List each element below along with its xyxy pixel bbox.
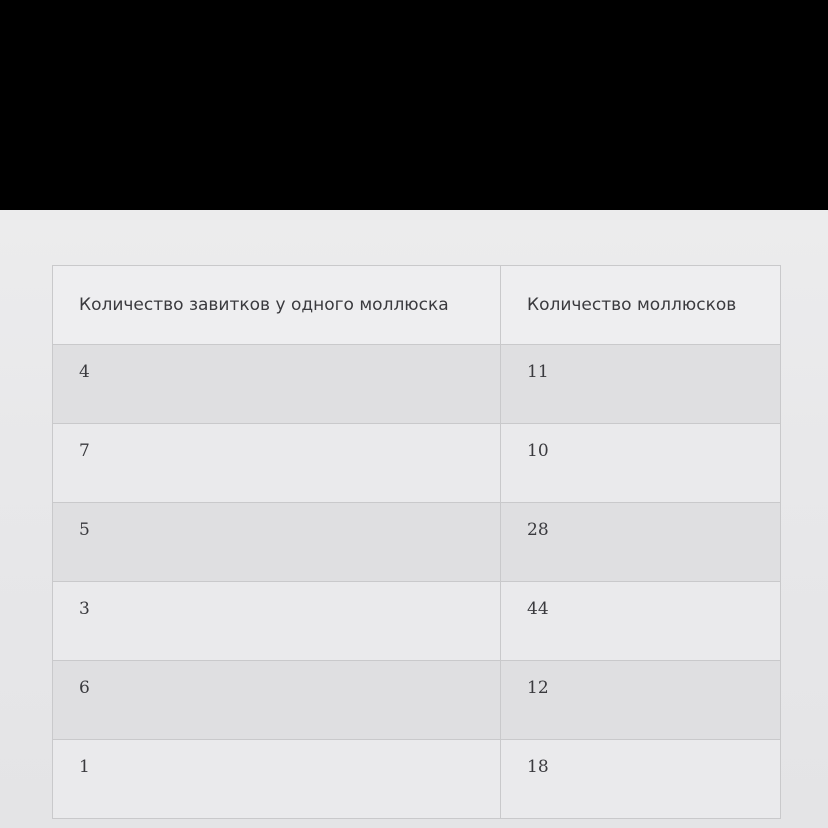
table-row: [53, 582, 781, 661]
cell-count: [501, 582, 781, 661]
cell-count: [501, 424, 781, 503]
table-row: [53, 740, 781, 819]
cell-coils: [53, 740, 501, 819]
cell-coils: [53, 345, 501, 424]
cell-value: 44: [527, 599, 549, 619]
cell-value: 4: [79, 362, 90, 382]
cell-value: 12: [527, 678, 549, 698]
header-coils-per-mollusk: Количество завитков у одного моллюска: [53, 266, 501, 345]
header-mollusk-count: Количество моллюсков: [501, 266, 781, 345]
cell-coils: [53, 661, 501, 740]
cell-value: 6: [79, 678, 90, 698]
table-row: [53, 503, 781, 582]
cell-coils: [53, 424, 501, 503]
cell-value: 11: [527, 362, 549, 382]
table-header-row: [53, 266, 781, 345]
cell-value: 18: [527, 757, 549, 777]
cell-value: 1: [79, 757, 90, 777]
table-row: [53, 345, 781, 424]
mollusk-table: [52, 265, 781, 819]
cell-count: [501, 503, 781, 582]
cell-count: [501, 345, 781, 424]
table-row: [53, 661, 781, 740]
cell-value: 5: [79, 520, 90, 540]
cell-value: 7: [79, 441, 90, 461]
cell-value: 3: [79, 599, 90, 619]
cell-count: [501, 661, 781, 740]
cell-coils: [53, 503, 501, 582]
cell-coils: [53, 582, 501, 661]
cell-value: 28: [527, 520, 549, 540]
table-row: [53, 424, 781, 503]
cell-value: 10: [527, 441, 549, 461]
cell-count: [501, 740, 781, 819]
